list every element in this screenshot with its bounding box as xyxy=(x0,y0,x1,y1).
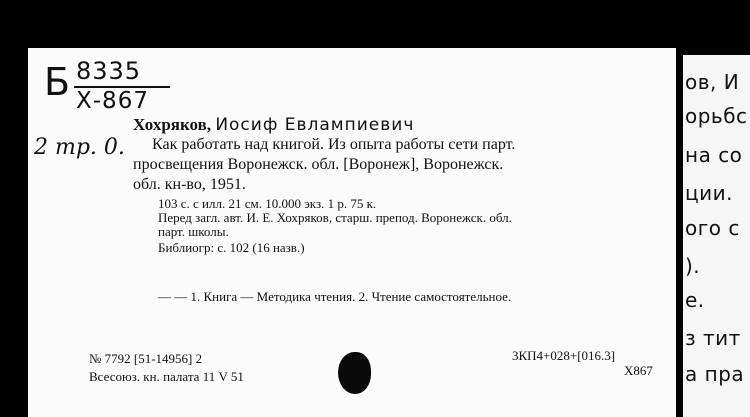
title-line: Как работать над книгой. Из опыта работы сети парт. xyxy=(152,136,516,153)
adjacent-fragment: а пра xyxy=(685,362,745,386)
classification-index: 3КП4+028+[016.3] xyxy=(512,348,616,363)
adjacent-card xyxy=(683,48,750,417)
author-surname: Хохряков, xyxy=(133,115,212,134)
title-line: просвещения Воронежск. обл. [Воронеж], Воронежск. xyxy=(133,156,504,173)
ink-blot xyxy=(338,352,371,394)
notes-line: Библиогр: с. 102 (16 назв.) xyxy=(158,240,305,255)
shelfmark-prefix: Б xyxy=(44,60,71,104)
author-mark: Х867 xyxy=(624,363,653,378)
adjacent-fragment: ции. xyxy=(685,181,733,205)
adjacent-fragment: е. xyxy=(685,288,705,312)
author-heading xyxy=(133,115,414,135)
shelfmark-code: Х-867 xyxy=(76,88,149,114)
notes-line: парт. школы. xyxy=(158,224,229,239)
handwritten-note: 2 тр. 0. xyxy=(34,135,125,160)
adjacent-fragment: з тит xyxy=(685,326,741,350)
title-line: обл. кн-во, 1951. xyxy=(133,176,246,193)
card-edge-shadow xyxy=(683,48,750,55)
adjacent-fragment: ого с xyxy=(685,216,740,240)
author-given-names: Иосиф Евлампиевич xyxy=(215,115,415,135)
notes-line: 103 с. с илл. 21 см. 10.000 экз. 1 р. 75 к. xyxy=(158,196,377,211)
adjacent-fragment: на сo xyxy=(685,143,743,167)
footer-chamber: Всесоюз. кн. палата 11 V 51 xyxy=(89,369,244,384)
adjacent-fragment: ). xyxy=(685,254,701,278)
adjacent-fragment: орьбс xyxy=(685,104,748,128)
subject-headings: — — 1. Книга — Методика чтения. 2. Чтение самостоятельное. xyxy=(158,289,512,304)
notes-line: Перед загл. авт. И. Е. Хохряков, старш. препод. Воронежск. обл. xyxy=(158,210,512,225)
adjacent-fragment: ов, И xyxy=(685,70,740,94)
shelfmark-number: 8335 xyxy=(76,57,142,85)
footer-record-number: № 7792 [51-14956] 2 xyxy=(89,351,203,366)
